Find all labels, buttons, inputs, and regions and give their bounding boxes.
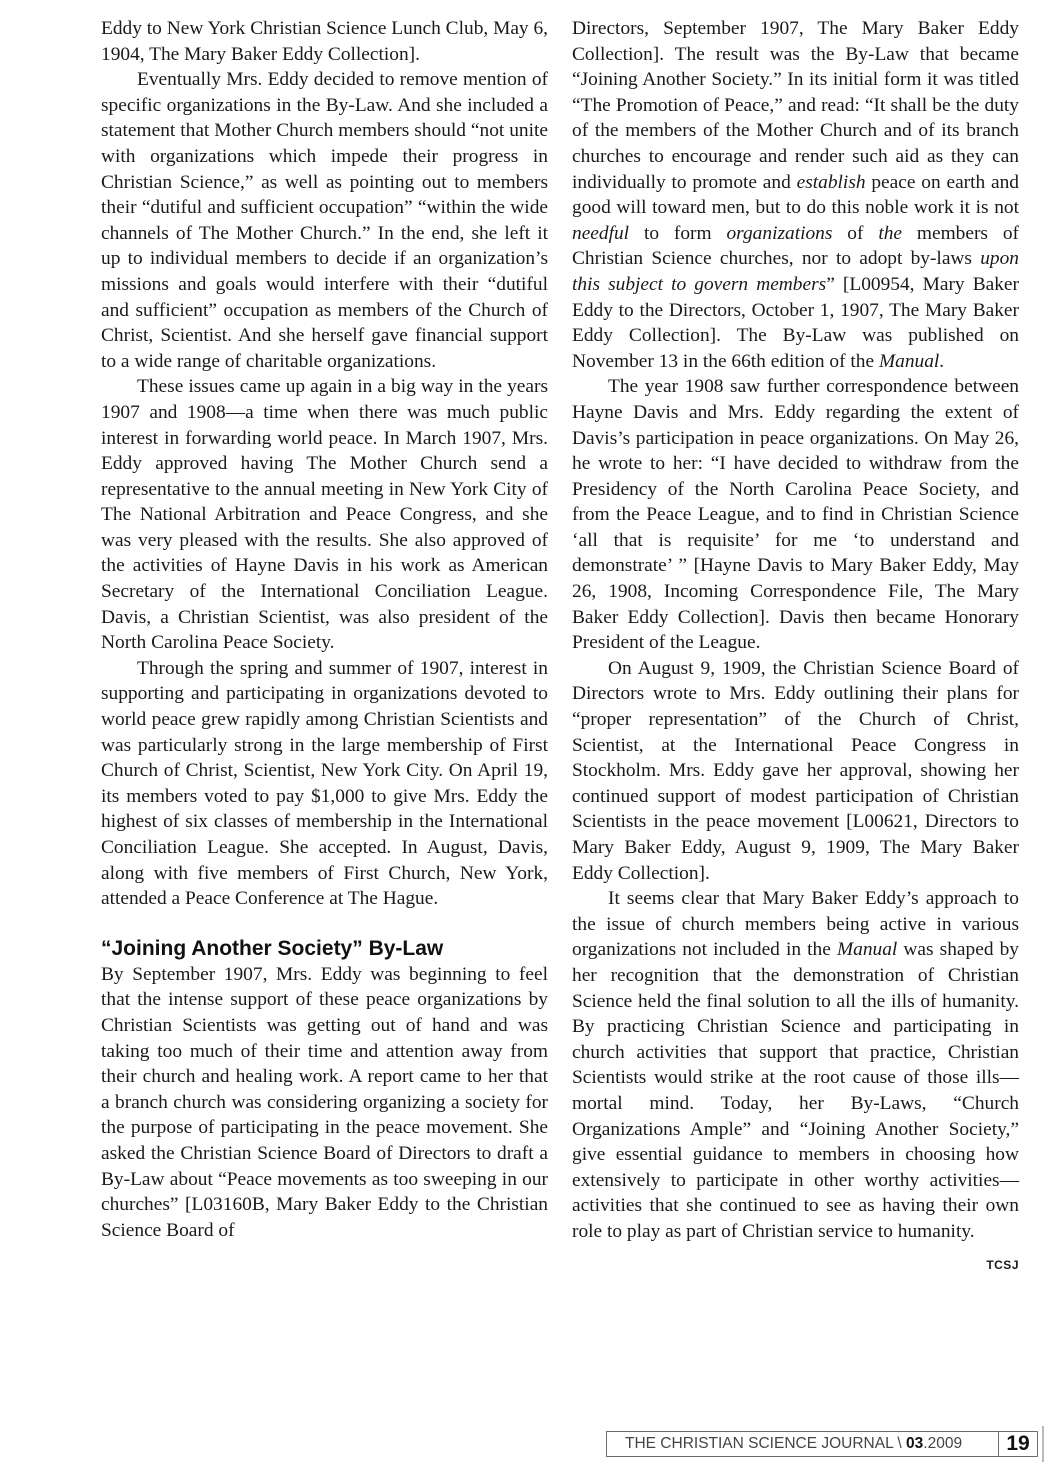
publication-title	[607, 1435, 998, 1453]
italic-text: upon this subject to govern members	[572, 248, 1019, 295]
paragraph	[572, 886, 1020, 1272]
italic-text: Manual	[836, 939, 898, 961]
paragraph: Eddy to New York Christian Science Lunch Club, May 6, 1904, The Mary Baker Eddy Collection].	[101, 18, 549, 65]
page-number: 19	[1006, 1432, 1030, 1455]
page-footer	[606, 1431, 1038, 1457]
paragraph: Eventually Mrs. Eddy decided to remove mention of specific organizations in the By-Law. And she included a statement that Mother Church members should “not unite with organizations which impede their progress in Christian Science,” as well as pointing out to members their “dutiful and sufficient occupation” “within the wide channels of The Mother Church.” In the end, she left it up to individual members to decide if an organization’s missions and goals would interfere with their “dutiful and sufficient” occupation as members of the Church of Christ, Scientist. And she herself gave financial support to a wide range of charitable organizations.	[101, 69, 548, 372]
issue-month: 03	[906, 1435, 924, 1452]
text-run: of	[832, 222, 879, 244]
right-column	[572, 16, 1019, 1278]
text-run: Directors, September 1907, The Mary Baker Eddy Collection]. The result was the By-Law that became “Joining Another Society.” In its initial form it was titled “The Promotion of Peace,” and read: “It shall be the duty of the members of the Mother Church and of its branch churches to encourage and render such aid as they can individually to promote and	[572, 18, 1019, 193]
italic-text: Manual	[878, 350, 940, 372]
text-run: It seems clear that Mary Baker Eddy’s approach to the issue of church members being active in various organizations not included in the	[572, 888, 1019, 961]
text-run: .	[939, 350, 945, 372]
italic-text: the	[878, 222, 903, 244]
text-run: was shaped by her recognition that the demonstration of Christian Science held the final solution to all the ills of humanity. By practicing Christian Science and participating in church activities that support that practice, Christian Scientists would strike at the root cause of those ills—mortal mind. Today, her By-Laws, “Church Organizations Ample” and “Joining Another Society,” give essential guidance to members in choosing how extensively to participate in other worthy activities—activities that she continued to see as having their own role to play as part of Christian service to humanity.	[572, 939, 1020, 1242]
paragraph: These issues came up again in a big way in the years 1907 and 1908—a time when there was much public interest in forwarding world peace. In March 1907, Mrs. Eddy approved having The Mother Church send a representative to the annual meeting in New York City of The National Arbitration and Peace Congress, and she was very pleased with the results. She also approved of the activities of Hayne Davis in his work as American Secretary of the International Conciliation League. Davis, a Christian Scientist, was also president of the North Carolina Peace Society.	[101, 376, 548, 654]
paragraph: By September 1907, Mrs. Eddy was beginning to feel that the intense support of these peace organizations by Christian Scientists was getting out of hand and was taking too much of their time and attention away from their church and healing work. A report came to her that a branch church was considering organizing a society for the purpose of participating in the peace movement. She asked the Christian Science Board of Directors to draft a By-Law about “Peace movements as too sweeping in our churches” [L03160B, Mary Baker Eddy to the Christian Science Board of	[101, 963, 548, 1241]
text-run: peace on earth and good will toward men, but to do this noble work it is not	[572, 171, 1020, 219]
section-heading: “Joining Another Society” By-Law	[101, 936, 444, 960]
italic-text: establish	[796, 171, 866, 193]
end-mark: TCSJ	[986, 1257, 1019, 1272]
italic-text: organizations	[726, 222, 833, 244]
paragraph	[572, 16, 1019, 374]
issue-year: .2009	[923, 1435, 963, 1452]
text-run: members of Christian Science churches, nor to adopt by-laws	[572, 222, 1019, 270]
page-edge-mark	[1042, 1426, 1048, 1462]
italic-text: needful	[572, 222, 630, 244]
text-run: to form	[629, 222, 727, 244]
text-run: ” [L00954, Mary Baker Eddy to the Directors, October 1, 1907, The Mary Baker Eddy Collection]. The By-Law was published on November 13 in the 66th edition of the	[572, 273, 1019, 372]
paragraph: Through the spring and summer of 1907, interest in supporting and participating in organizations devoted to world peace grew rapidly among Christian Scientists and was particularly strong in the large membership of First Church of Christ, Scientist, New York City. On April 19, its members voted to pay $1,000 to give Mrs. Eddy the highest of six classes of membership in the International Conciliation League. She accepted. In August, Davis, along with five members of First Church, New York, attended a Peace Conference at The Hague.	[101, 657, 548, 910]
left-column	[101, 16, 548, 1243]
publication-name: THE CHRISTIAN SCIENCE JOURNAL \	[625, 1435, 907, 1452]
paragraph: The year 1908 saw further correspondence between Hayne Davis and Mrs. Eddy regarding the extent of Davis’s participation in peace organizations. On May 26, he wrote to her: “I have decided to withdraw from the Presidency of the North Carolina Peace Society, and from the Peace League, and to find in Christian Science ‘all that is requisite’ for me ‘to understand and demonstrate’ ” [Hayne Davis to Mary Baker Eddy, May 26, 1908, Incoming Correspondence File, The Mary Baker Eddy Collection]. Davis then became Honorary President of the League.	[572, 376, 1019, 654]
paragraph: On August 9, 1909, the Christian Science Board of Directors wrote to Mrs. Eddy outlining their plans for “proper representation” of the Church of Christ, Scientist, at the International Peace Congress in Stockholm. Mrs. Eddy gave her approval, showing her continued support of modest participation of Christian Scientists in the peace movement [L00621, Directors to Mary Baker Eddy, August 9, 1909, The Mary Baker Eddy Collection].	[572, 657, 1019, 884]
